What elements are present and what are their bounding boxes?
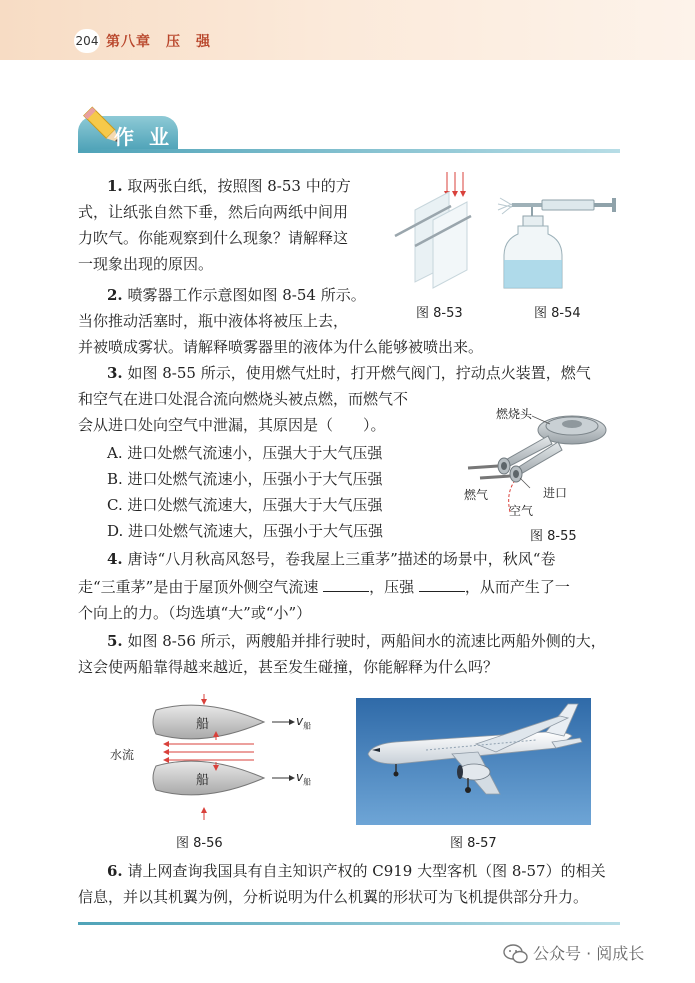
q2-line-2: 当你推动活塞时，瓶中液体将被压上去， [78, 312, 349, 330]
bottom-divider [78, 922, 620, 925]
watermark-text: 公众号 · 阅成长 [533, 944, 645, 963]
q5-line-2: 这会使两船靠得越来越近，甚至发生碰撞，你能解释为什么吗？ [78, 658, 499, 676]
label-air: 空气 [509, 504, 534, 518]
figure-8-56 [104, 694, 324, 824]
section-title: 作 业 [114, 125, 173, 149]
label-water-flow: 水流 [110, 748, 135, 762]
q6-line-2: 信息，并以其机翼为例，分析说明为什么机翼的形状可为飞机提供部分升力。 [78, 888, 589, 906]
q3-option-b: B. 进口处燃气流速小，压强小于大气压强 [107, 470, 383, 488]
chapter-title: 第八章 压 强 [106, 34, 211, 50]
label-v-ship-top: $v_船$ [296, 714, 312, 731]
figure-8-54-caption: 图 8-54 [534, 306, 581, 321]
header-band [0, 0, 695, 60]
q1-line-3: 力吹气。你能观察到什么现象？请解释这 [78, 229, 349, 247]
page-number: 204 [74, 29, 100, 53]
label-gas: 燃气 [464, 488, 489, 502]
q6-line-1: 6. 请上网查询我国具有自主知识产权的 C919 大型客机（图 8-57）的相关 [107, 862, 606, 880]
q4-line-2: 走“三重茅”是由于屋顶外侧空气流速 ，压强 ，从而产生了一 [78, 578, 570, 596]
figure-8-56-caption: 图 8-56 [176, 836, 223, 851]
q1-line-4: 一现象出现的原因。 [78, 255, 214, 273]
blank-2 [419, 578, 465, 592]
label-burner: 燃烧头 [496, 407, 533, 421]
label-ship-top: 船 [196, 717, 210, 732]
q3-line-3: 会从进口处向空气中泄漏，其原因是（ ）。 [78, 416, 386, 434]
q1-line-2: 式，让纸张自然下垂，然后向两纸中间用 [78, 203, 349, 221]
label-ship-bottom: 船 [196, 773, 210, 788]
figure-8-54 [496, 190, 621, 296]
q2-line-1: 2. 喷雾器工作示意图如图 8-54 所示。 [107, 286, 366, 304]
q4-line-3: 个向上的力。（均选填“大”或“小”） [78, 604, 312, 622]
q3-line-1: 3. 如图 8-55 所示，使用燃气灶时，打开燃气阀门，拧动点火装置，燃气 [107, 364, 591, 382]
label-v-ship-bottom: $v_船$ [296, 770, 312, 787]
blank-1 [323, 578, 369, 592]
q3-line-2: 和空气在进口处混合流向燃烧头被点燃，而燃气不 [78, 390, 409, 408]
figure-8-57 [356, 698, 591, 825]
q3-option-d: D. 进口处燃气流速大，压强小于大气压强 [107, 522, 384, 540]
q5-line-1: 5. 如图 8-56 所示，两艘船并排行驶时，两船间水的流速比两船外侧的大， [107, 632, 606, 650]
q2-line-3: 并被喷成雾状。请解释喷雾器里的液体为什么能够被喷出来。 [78, 338, 484, 356]
q3-option-c: C. 进口处燃气流速大，压强大于大气压强 [107, 496, 383, 514]
q1-line-1: 1. 取两张白纸，按照图 8-53 中的方 [107, 177, 351, 195]
label-inlet: 进口 [543, 486, 568, 500]
section-divider [78, 149, 620, 153]
figure-8-53-caption: 图 8-53 [416, 306, 463, 321]
figure-8-53 [385, 170, 485, 290]
q3-option-a: A. 进口处燃气流速小，压强大于大气压强 [107, 444, 383, 462]
figure-8-55-caption: 图 8-55 [530, 529, 577, 544]
figure-8-57-caption: 图 8-57 [450, 836, 497, 851]
wechat-icon [503, 943, 529, 965]
q4-line-1: 4. 唐诗“八月秋高风怒号，卷我屋上三重茅”描述的场景中，秋风“卷 [107, 550, 556, 568]
